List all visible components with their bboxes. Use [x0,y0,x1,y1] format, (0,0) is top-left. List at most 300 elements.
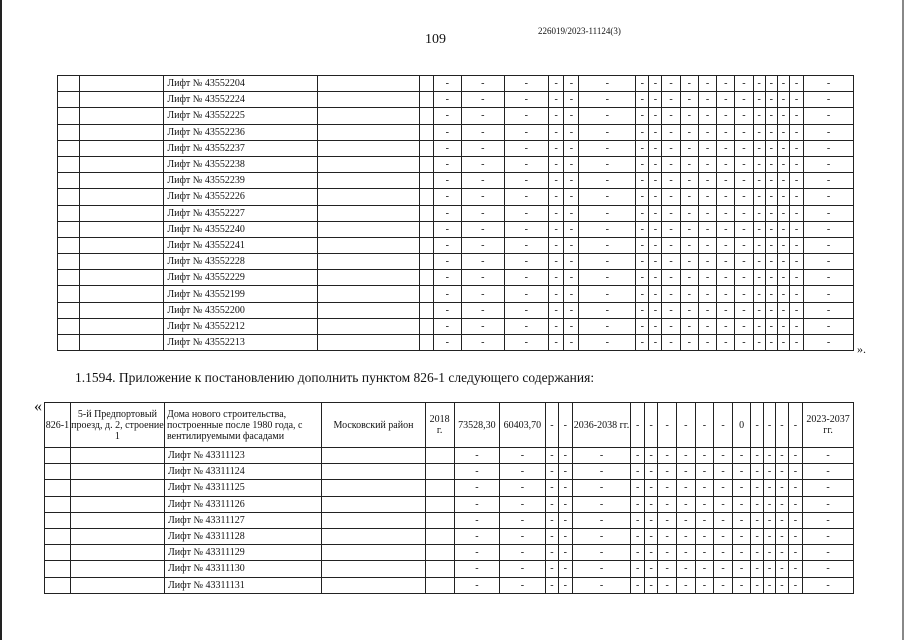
dash-cell: - [564,189,579,205]
dash-cell: - [500,512,546,528]
dash-cell: - [662,221,680,237]
empty-cell [58,124,80,140]
dash-cell: - [763,561,775,577]
dash-cell: - [803,528,854,544]
document-id: 226019/2023-11124(3) [538,26,621,36]
dash-cell: - [751,561,763,577]
dash-cell: - [717,173,735,189]
dash-cell: - [500,496,546,512]
dash-cell: - [717,254,735,270]
dash-cell: - [649,108,662,124]
dash-cell: - [579,270,636,286]
dash-cell: - [500,545,546,561]
dash-cell: - [717,92,735,108]
dash-cell: - [751,496,763,512]
dash-cell: - [804,173,854,189]
dash-cell: - [549,335,564,351]
dash-cell: - [717,302,735,318]
dash-cell: - [662,173,680,189]
lift-name-cell: Лифт № 43552240 [164,221,318,237]
dash-cell: - [695,448,714,464]
item-number-cell: 826-1 [45,403,71,448]
dash-cell: - [753,205,765,221]
dash-cell: - [777,140,789,156]
empty-cell [58,140,80,156]
dash-cell: - [680,92,698,108]
lift-name-cell: Лифт № 43552212 [164,318,318,334]
dash-cell: - [504,286,549,302]
empty-cell [45,561,71,577]
dash-cell: - [504,156,549,172]
dash-cell: - [579,318,636,334]
dash-cell: - [676,480,695,496]
dash-cell: - [658,480,677,496]
dash-cell: - [680,302,698,318]
address-cell: 5-й Предпортовый проезд, д. 2, строение 1 [70,403,164,448]
empty-cell [45,528,71,544]
dash-cell: - [572,464,631,480]
dash-cell: - [504,76,549,92]
dash-cell: - [649,173,662,189]
dash-cell: - [777,124,789,140]
empty-cell [70,545,164,561]
dash-cell: - [765,173,777,189]
dash-cell: - [559,528,572,544]
dash-cell: - [462,270,505,286]
dash-cell: - [698,254,716,270]
dash-cell: - [788,577,802,593]
top-table [57,75,854,351]
table-row [45,528,854,544]
empty-cell [419,270,433,286]
dash-cell: - [751,528,763,544]
dash-cell: - [559,480,572,496]
dash-cell: - [753,173,765,189]
dash-cell: - [698,221,716,237]
dash-cell: - [454,512,500,528]
dash-cell: - [658,561,677,577]
empty-cell [58,156,80,172]
dash-cell: - [680,335,698,351]
table-row [58,254,854,270]
dash-cell: - [717,205,735,221]
empty-cell [425,496,454,512]
empty-cell [80,156,164,172]
dash-cell: - [454,577,500,593]
dash-cell: - [698,76,716,92]
dash-cell: - [765,221,777,237]
empty-cell [80,140,164,156]
empty-cell [45,480,71,496]
dash-cell: - [753,124,765,140]
dash-cell: - [636,140,649,156]
dash-cell: - [559,464,572,480]
dash-cell: - [753,270,765,286]
dash-cell: - [790,286,804,302]
dash-cell: - [765,76,777,92]
dash-cell: - [433,237,461,253]
dash-cell: - [579,221,636,237]
table-row [58,173,854,189]
dash-cell: - [662,302,680,318]
dash-cell: - [804,318,854,334]
empty-cell [322,480,425,496]
dash-cell: - [790,189,804,205]
dash-cell: - [545,577,558,593]
empty-cell [58,76,80,92]
dash-cell: - [504,302,549,318]
lift-name-cell: Лифт № 43311129 [165,545,322,561]
dash-cell: - [454,480,500,496]
dash-cell: - [753,156,765,172]
dash-cell: - [462,173,505,189]
dash-cell: - [662,286,680,302]
dash-cell: - [500,528,546,544]
empty-cell [58,237,80,253]
lift-name-cell: Лифт № 43311128 [165,528,322,544]
dash-cell: - [564,237,579,253]
lift-name-cell: Лифт № 43552225 [164,108,318,124]
dash-cell: - [559,577,572,593]
dash-cell: - [698,156,716,172]
dash-cell: - [680,286,698,302]
dash-cell: - [564,92,579,108]
table-row [58,270,854,286]
dash-cell: - [504,173,549,189]
dash-cell: - [698,108,716,124]
dash-cell: - [776,403,788,448]
dash-cell: - [649,335,662,351]
opening-quote: « [34,398,42,415]
empty-cell [419,76,433,92]
empty-cell [58,254,80,270]
dash-cell: - [698,205,716,221]
lift-name-cell: Лифт № 43552200 [164,302,318,318]
dash-cell: - [732,528,751,544]
dash-cell: - [788,403,802,448]
dash-cell: - [433,302,461,318]
dash-cell: - [559,496,572,512]
dash-cell: - [732,577,751,593]
dash-cell: - [803,464,854,480]
empty-cell [425,577,454,593]
table-row [58,124,854,140]
empty-cell [318,270,419,286]
dash-cell: - [765,156,777,172]
dash-cell: - [658,448,677,464]
dash-cell: - [559,512,572,528]
dash-cell: - [433,254,461,270]
dash-cell: - [763,512,775,528]
dash-cell: - [765,302,777,318]
dash-cell: - [776,545,788,561]
empty-cell [58,335,80,351]
dash-cell: - [777,173,789,189]
dash-cell: - [735,237,753,253]
period-roof-cell: 2036-2038 гг. [572,403,631,448]
dash-cell: - [751,577,763,593]
district-cell: Московский район [322,403,425,448]
dash-cell: - [804,92,854,108]
amendment-paragraph: 1.1594. Приложение к постановлению дополнить пунктом 826-1 следующего содержания: [75,370,595,385]
dash-cell: - [676,528,695,544]
dash-cell: - [804,156,854,172]
dash-cell: - [462,221,505,237]
empty-cell [322,577,425,593]
empty-cell [80,335,164,351]
dash-cell: - [662,270,680,286]
dash-cell: - [564,221,579,237]
empty-cell [45,577,71,593]
dash-cell: - [777,318,789,334]
dash-cell: - [732,561,751,577]
empty-cell [58,108,80,124]
dash-cell: - [698,124,716,140]
dash-cell: - [564,335,579,351]
dash-cell: - [549,92,564,108]
dash-cell: - [777,76,789,92]
dash-cell: - [714,512,733,528]
dash-cell: - [662,189,680,205]
dash-cell: - [717,221,735,237]
dash-cell: - [717,156,735,172]
dash-cell: - [804,270,854,286]
dash-cell: - [433,124,461,140]
empty-cell [318,237,419,253]
dash-cell: - [714,480,733,496]
dash-cell: - [790,270,804,286]
dash-cell: - [564,76,579,92]
empty-cell [70,448,164,464]
dash-cell: - [680,156,698,172]
empty-cell [419,108,433,124]
zero-cell: 0 [732,403,751,448]
dash-cell: - [714,403,733,448]
dash-cell: - [804,124,854,140]
dash-cell: - [765,189,777,205]
dash-cell: - [462,189,505,205]
dash-cell: - [717,318,735,334]
dash-cell: - [732,496,751,512]
dash-cell: - [545,464,558,480]
dash-cell: - [636,318,649,334]
dash-cell: - [695,512,714,528]
empty-cell [70,512,164,528]
dash-cell: - [549,286,564,302]
lift-name-cell: Лифт № 43552239 [164,173,318,189]
dash-cell: - [803,496,854,512]
empty-cell [58,92,80,108]
empty-cell [318,140,419,156]
dash-cell: - [662,108,680,124]
dash-cell: - [765,140,777,156]
table-row [45,577,854,593]
dash-cell: - [751,512,763,528]
dash-cell: - [559,403,572,448]
dash-cell: - [454,545,500,561]
dash-cell: - [804,221,854,237]
dash-cell: - [753,189,765,205]
empty-cell [80,173,164,189]
empty-cell [80,108,164,124]
dash-cell: - [636,156,649,172]
dash-cell: - [776,512,788,528]
dash-cell: - [695,577,714,593]
dash-cell: - [579,189,636,205]
dash-cell: - [504,237,549,253]
dash-cell: - [636,189,649,205]
empty-cell [419,237,433,253]
dash-cell: - [504,140,549,156]
dash-cell: - [735,108,753,124]
empty-cell [70,496,164,512]
dash-cell: - [572,448,631,464]
lift-name-cell: Лифт № 43552238 [164,156,318,172]
empty-cell [45,545,71,561]
dash-cell: - [631,561,644,577]
dash-cell: - [649,237,662,253]
dash-cell: - [714,448,733,464]
dash-cell: - [433,92,461,108]
dash-cell: - [504,124,549,140]
dash-cell: - [579,286,636,302]
dash-cell: - [717,140,735,156]
dash-cell: - [735,254,753,270]
year-cell: 2018 г. [425,403,454,448]
table-row [58,335,854,351]
dash-cell: - [763,448,775,464]
dash-cell: - [790,221,804,237]
empty-cell [70,577,164,593]
dash-cell: - [698,270,716,286]
empty-cell [322,528,425,544]
dash-cell: - [790,76,804,92]
dash-cell: - [549,318,564,334]
table-row [58,237,854,253]
dash-cell: - [765,92,777,108]
dash-cell: - [765,237,777,253]
dash-cell: - [695,403,714,448]
dash-cell: - [649,318,662,334]
dash-cell: - [549,108,564,124]
dash-cell: - [765,108,777,124]
dash-cell: - [572,496,631,512]
empty-cell [45,464,71,480]
dash-cell: - [680,205,698,221]
dash-cell: - [714,545,733,561]
dash-cell: - [564,205,579,221]
dash-cell: - [545,545,558,561]
lift-name-cell: Лифт № 43311131 [165,577,322,593]
dash-cell: - [676,448,695,464]
dash-cell: - [559,561,572,577]
dash-cell: - [777,221,789,237]
dash-cell: - [735,92,753,108]
dash-cell: - [572,577,631,593]
dash-cell: - [777,189,789,205]
dash-cell: - [662,254,680,270]
dash-cell: - [732,480,751,496]
dash-cell: - [579,173,636,189]
dash-cell: - [717,124,735,140]
dash-cell: - [631,448,644,464]
dash-cell: - [564,286,579,302]
dash-cell: - [662,156,680,172]
dash-cell: - [765,254,777,270]
lift-name-cell: Лифт № 43552229 [164,270,318,286]
empty-cell [322,561,425,577]
dash-cell: - [433,76,461,92]
dash-cell: - [636,108,649,124]
lift-name-cell: Лифт № 43552241 [164,237,318,253]
dash-cell: - [765,124,777,140]
empty-cell [419,318,433,334]
dash-cell: - [649,140,662,156]
dash-cell: - [572,512,631,528]
dash-cell: - [695,528,714,544]
dash-cell: - [753,286,765,302]
empty-cell [58,302,80,318]
dash-cell: - [462,108,505,124]
table-row [58,302,854,318]
empty-cell [425,545,454,561]
dash-cell: - [714,496,733,512]
dash-cell: - [572,528,631,544]
dash-cell: - [695,464,714,480]
dash-cell: - [717,270,735,286]
lift-name-cell: Лифт № 43311124 [165,464,322,480]
dash-cell: - [790,237,804,253]
empty-cell [70,480,164,496]
dash-cell: - [698,335,716,351]
lift-name-cell: Лифт № 43552236 [164,124,318,140]
dash-cell: - [500,577,546,593]
dash-cell: - [777,108,789,124]
dash-cell: - [765,205,777,221]
empty-cell [419,92,433,108]
dash-cell: - [658,512,677,528]
table-row [58,205,854,221]
empty-cell [318,124,419,140]
dash-cell: - [631,496,644,512]
empty-cell [80,270,164,286]
dash-cell: - [636,205,649,221]
dash-cell: - [695,480,714,496]
empty-cell [58,189,80,205]
dash-cell: - [777,92,789,108]
dash-cell: - [788,464,802,480]
empty-cell [70,464,164,480]
dash-cell: - [579,254,636,270]
lift-name-cell: Лифт № 43552227 [164,205,318,221]
table-row [58,286,854,302]
dash-cell: - [662,140,680,156]
dash-cell: - [790,205,804,221]
empty-cell [80,254,164,270]
dash-cell: - [462,237,505,253]
dash-cell: - [790,156,804,172]
dash-cell: - [636,237,649,253]
dash-cell: - [680,318,698,334]
dash-cell: - [564,108,579,124]
dash-cell: - [753,221,765,237]
empty-cell [318,189,419,205]
dash-cell: - [545,496,558,512]
empty-cell [80,92,164,108]
table-row [58,189,854,205]
empty-cell [45,496,71,512]
dash-cell: - [804,205,854,221]
